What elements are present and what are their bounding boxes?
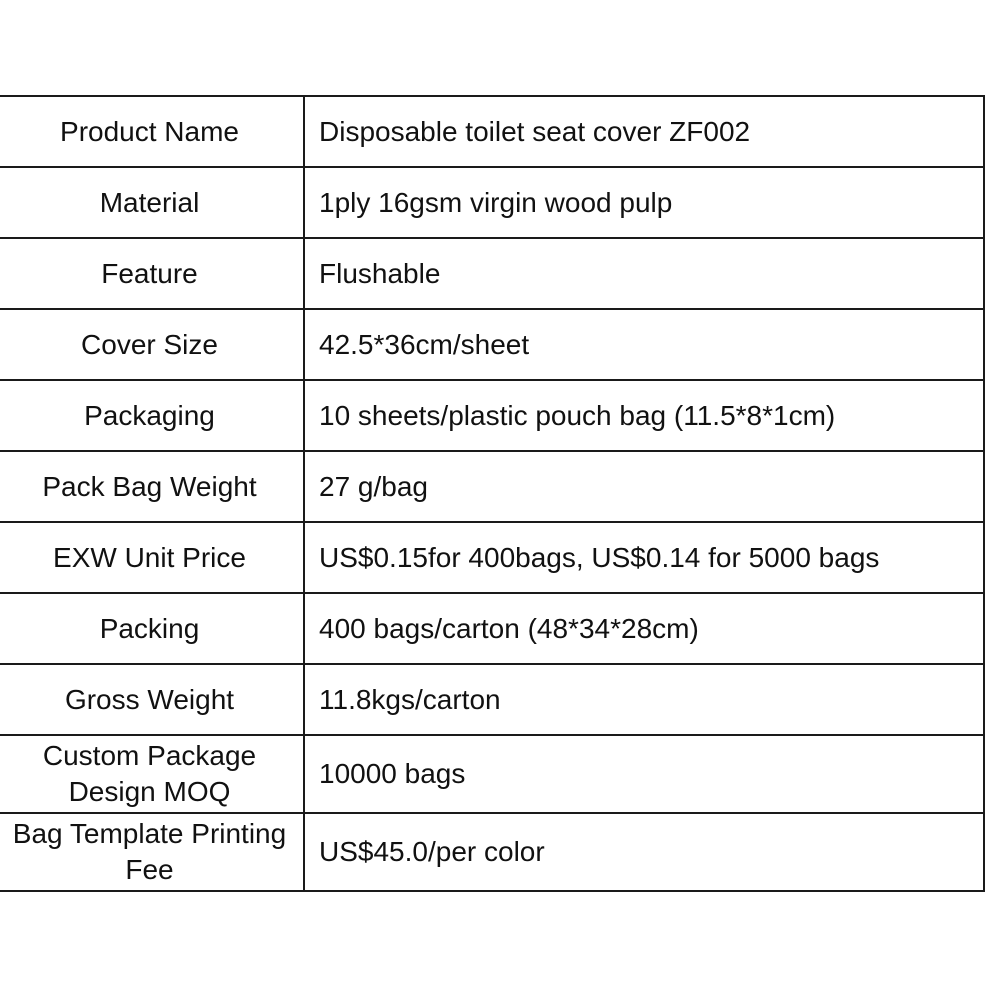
table-row bbox=[0, 451, 984, 522]
row-label: Packing bbox=[0, 593, 304, 664]
row-label: Product Name bbox=[0, 96, 304, 167]
table-row bbox=[0, 522, 984, 593]
table-row bbox=[0, 593, 984, 664]
spec-table bbox=[0, 95, 985, 892]
table-row bbox=[0, 813, 984, 891]
row-value: Flushable bbox=[304, 238, 984, 309]
row-label: EXW Unit Price bbox=[0, 522, 304, 593]
table-row bbox=[0, 167, 984, 238]
row-value: 400 bags/carton (48*34*28cm) bbox=[304, 593, 984, 664]
row-label: Feature bbox=[0, 238, 304, 309]
row-label: Material bbox=[0, 167, 304, 238]
row-label: Bag Template Printing Fee bbox=[0, 813, 304, 891]
row-value: US$0.15for 400bags, US$0.14 for 5000 bags bbox=[304, 522, 984, 593]
table-row bbox=[0, 309, 984, 380]
row-label: Pack Bag Weight bbox=[0, 451, 304, 522]
row-value: 10000 bags bbox=[304, 735, 984, 813]
row-label: Custom Package Design MOQ bbox=[0, 735, 304, 813]
table-row bbox=[0, 735, 984, 813]
row-value: 27 g/bag bbox=[304, 451, 984, 522]
row-label: Packaging bbox=[0, 380, 304, 451]
table-row bbox=[0, 96, 984, 167]
table-row bbox=[0, 380, 984, 451]
row-label: Cover Size bbox=[0, 309, 304, 380]
row-value: 10 sheets/plastic pouch bag (11.5*8*1cm) bbox=[304, 380, 984, 451]
row-value: 42.5*36cm/sheet bbox=[304, 309, 984, 380]
row-value: Disposable toilet seat cover ZF002 bbox=[304, 96, 984, 167]
row-label: Gross Weight bbox=[0, 664, 304, 735]
row-value: US$45.0/per color bbox=[304, 813, 984, 891]
table-row bbox=[0, 238, 984, 309]
table-row bbox=[0, 664, 984, 735]
row-value: 11.8kgs/carton bbox=[304, 664, 984, 735]
row-value: 1ply 16gsm virgin wood pulp bbox=[304, 167, 984, 238]
